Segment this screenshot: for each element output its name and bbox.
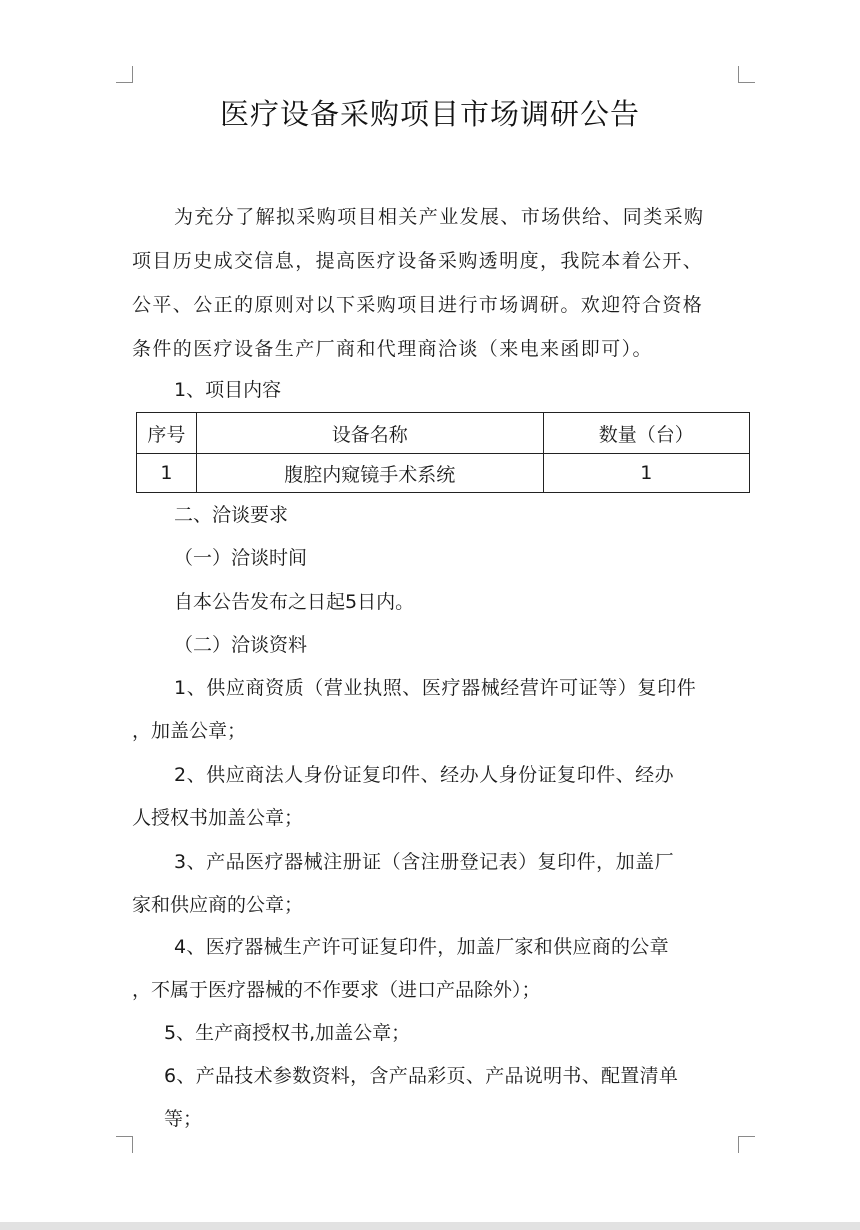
list-item-continuation: 人授权书加盖公章；	[132, 807, 304, 829]
table-header-cell: 设备名称	[196, 413, 543, 454]
table-header-row	[137, 413, 750, 454]
intro-line: 项目历史成交信息，提高医疗设备采购透明度，我院本着公开、	[132, 250, 704, 272]
subsection-heading-materials: （二）洽谈资料	[174, 634, 308, 656]
page-corner-mark-bottom-right	[738, 1136, 755, 1153]
intro-line: 公平、公正的原则对以下采购项目进行市场调研。欢迎符合资格	[132, 294, 704, 316]
intro-line: 条件的医疗设备生产厂商和代理商洽谈（来电来函即可）。	[132, 338, 653, 360]
table-header-cell: 数量（台）	[543, 413, 749, 454]
table-header-cell: 序号	[137, 413, 197, 454]
table-cell: 腹腔内窥镜手术系统	[196, 454, 543, 493]
table-cell: 1	[543, 454, 749, 493]
list-item: 3、产品医疗器械注册证（含注册登记表）复印件，加盖厂	[174, 851, 675, 873]
list-item-continuation: 家和供应商的公章；	[132, 894, 304, 916]
document-title: 医疗设备采购项目市场调研公告	[219, 97, 640, 131]
page-corner-mark-top-left	[116, 66, 133, 83]
page-corner-mark-bottom-left	[116, 1136, 133, 1153]
subsection-heading-time: （一）洽谈时间	[174, 547, 308, 569]
list-item: 5、生产商授权书,加盖公章；	[164, 1022, 411, 1044]
equipment-table	[136, 412, 750, 493]
list-item-continuation: ，不属于医疗器械的不作要求（进口产品除外）；	[132, 979, 541, 1001]
section-heading-project-content: 1、项目内容	[174, 379, 282, 401]
intro-line: 为充分了解拟采购项目相关产业发展、市场供给、同类采购	[174, 206, 705, 228]
negotiation-time-text: 自本公告发布之日起5日内。	[174, 591, 415, 613]
section-heading-negotiation: 二、洽谈要求	[174, 504, 289, 526]
page-corner-mark-top-right	[738, 66, 755, 83]
list-item: 1、供应商资质（营业执照、医疗器械经营许可证等）复印件	[174, 677, 697, 699]
list-item: 2、供应商法人身份证复印件、经办人身份证复印件、经办	[174, 764, 675, 786]
list-item-continuation: 等；	[164, 1108, 203, 1130]
list-item-continuation: ，加盖公章；	[132, 720, 247, 742]
table-row	[137, 454, 750, 493]
table-cell: 1	[137, 454, 197, 493]
list-item: 4、医疗器械生产许可证复印件，加盖厂家和供应商的公章	[174, 936, 669, 958]
page-bottom-edge	[0, 1222, 860, 1230]
list-item: 6、产品技术参数资料，含产品彩页、产品说明书、配置清单	[164, 1065, 679, 1087]
